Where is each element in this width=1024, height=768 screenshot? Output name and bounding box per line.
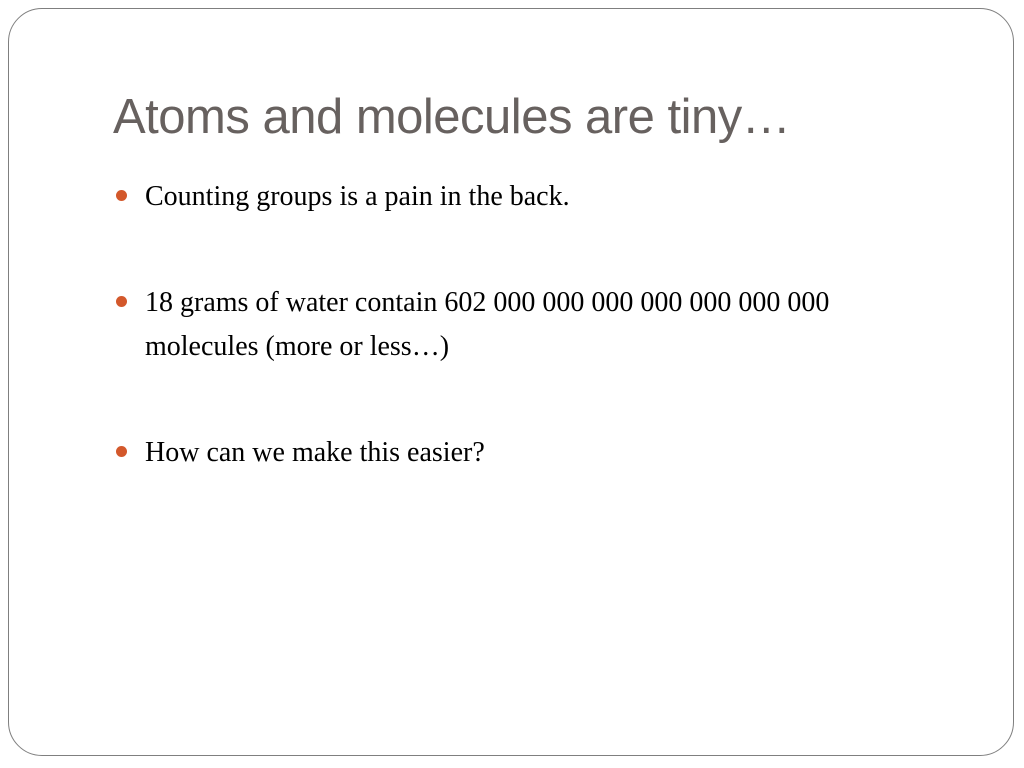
bullet-text: Counting groups is a pain in the back. [145, 181, 570, 212]
slide-frame [8, 8, 1014, 756]
bullet-dot-icon [116, 296, 127, 307]
slide-title: Atoms and molecules are tiny… [113, 90, 791, 144]
bullet-item [113, 431, 913, 475]
bullet-dot-icon [116, 190, 127, 201]
bullet-text: 18 grams of water contain 602 000 000 000 000 000 000 000 molecules (more or less…) [145, 287, 830, 362]
bullet-item [113, 175, 913, 219]
bullet-text: How can we make this easier? [145, 437, 485, 468]
bullet-dot-icon [116, 446, 127, 457]
bullet-list [113, 175, 913, 537]
bullet-item [113, 281, 913, 369]
